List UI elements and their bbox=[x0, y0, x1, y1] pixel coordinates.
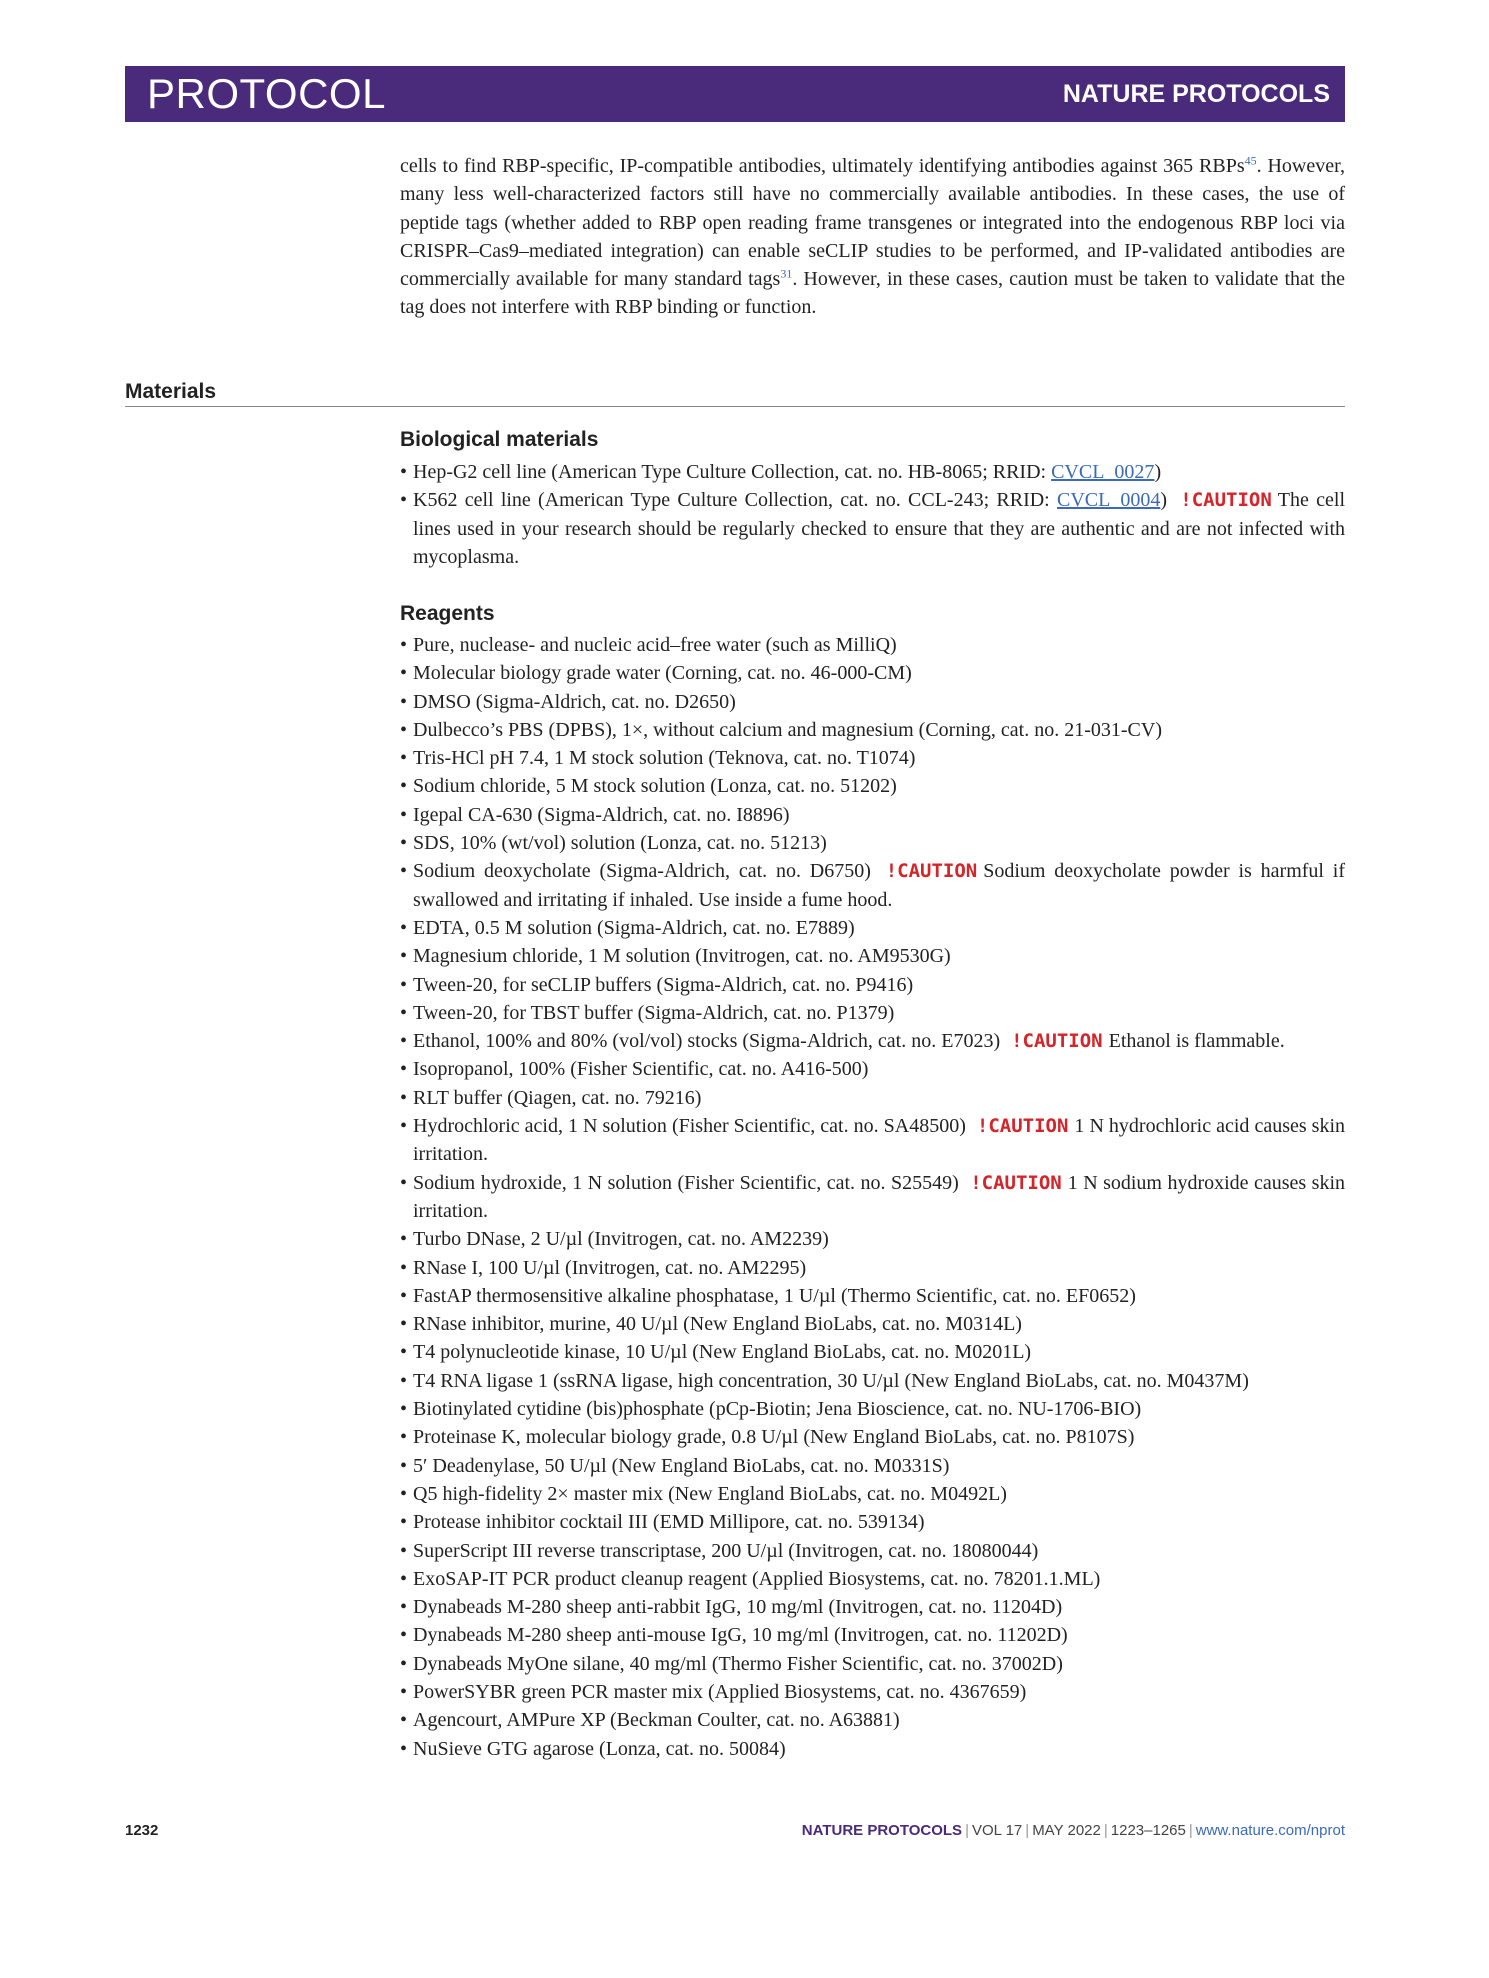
list-item: • PowerSYBR green PCR master mix (Applied Biosystems, cat. no. 4367659) bbox=[400, 1680, 1027, 1703]
list-item: • RLT buffer (Qiagen, cat. no. 79216) bbox=[400, 1086, 702, 1109]
list-item: • Biotinylated cytidine (bis)phosphate (pCp-Biotin; Jena Bioscience, cat. no. NU-1706-BIO) bbox=[400, 1398, 1142, 1421]
biological-materials-list bbox=[400, 458, 1345, 571]
list-item: • SuperScript III reverse transcriptase, 200 U/µl (Invitrogen, cat. no. 18080044) bbox=[400, 1539, 1039, 1562]
list-item: • SDS, 10% (wt/vol) solution (Lonza, cat. no. 51213) bbox=[400, 832, 827, 855]
list-item: • Hep-G2 cell line (American Type Culture Collection, cat. no. HB-8065; RRID: CVCL_0027) bbox=[400, 461, 1162, 483]
caution-label: !CAUTION bbox=[1180, 489, 1272, 512]
citation-45[interactable]: 45 bbox=[1244, 153, 1257, 168]
caution-label: !CAUTION bbox=[885, 860, 978, 883]
caution-label: !CAUTION bbox=[976, 1115, 1069, 1138]
section-title: Materials bbox=[125, 380, 217, 403]
caution-label: !CAUTION bbox=[1011, 1030, 1103, 1053]
header-banner bbox=[125, 66, 1345, 122]
footer-volume: VOL 17 bbox=[971, 1822, 1023, 1839]
list-item: • Protease inhibitor cocktail III (EMD Millipore, cat. no. 539134) bbox=[400, 1511, 925, 1534]
list-item: • Turbo DNase, 2 U/µl (Invitrogen, cat. no. AM2239) bbox=[400, 1228, 829, 1251]
intro-paragraph bbox=[400, 152, 1345, 322]
list-item: • Q5 high-fidelity 2× master mix (New England BioLabs, cat. no. M0492L) bbox=[400, 1482, 1007, 1505]
list-item: • Hydrochloric acid, 1 N solution (Fisher Scientific, cat. no. SA48500) !CAUTION 1 N hydrochloric acid causes skin irritation. bbox=[400, 1115, 1346, 1166]
reagents-heading: Reagents bbox=[400, 602, 495, 625]
reagents-list bbox=[400, 631, 1345, 1763]
list-item: • EDTA, 0.5 M solution (Sigma-Aldrich, cat. no. E7889) bbox=[400, 916, 855, 939]
footer-date: MAY 2022 bbox=[1032, 1822, 1101, 1839]
list-item: • Tween-20, for seCLIP buffers (Sigma-Aldrich, cat. no. P9416) bbox=[400, 973, 914, 996]
list-item: • Igepal CA-630 (Sigma-Aldrich, cat. no. I8896) bbox=[400, 803, 790, 826]
intro-text-1: cells to find RBP-specific, IP-compatible antibodies, ultimately identifying antibodies against 365 RBPs bbox=[400, 155, 1245, 177]
citation-31[interactable]: 31 bbox=[780, 266, 793, 281]
list-item: • FastAP thermosensitive alkaline phosphatase, 1 U/µl (Thermo Scientific, cat. no. EF0652) bbox=[400, 1284, 1136, 1307]
journal-label: NATURE PROTOCOLS bbox=[1062, 80, 1330, 108]
protocol-label: PROTOCOL bbox=[147, 70, 386, 117]
page-number: 1232 bbox=[125, 1822, 159, 1839]
list-item: • K562 cell line (American Type Culture Collection, cat. no. CCL-243; RRID: CVCL_0004) !CAUTION The cell lines used in your research should be regularly checked to ensure that they are authentic and are not infected with mycoplasma. bbox=[400, 489, 1346, 568]
intro-text-2: . However, many less well-characterized factors still have no commercially available antibodies. In these cases, the use of peptide tags (whether added to RBP open reading frame transgenes or integrated into the endogenous RBP loci via CRISPR–Cas9–mediated integration) can enable seCLIP studies to be performed, and IP-validated antibodies are commercially available for many standard tags bbox=[400, 155, 1345, 291]
list-item: • Sodium hydroxide, 1 N solution (Fisher Scientific, cat. no. S25549) !CAUTION 1 N sodium hydroxide causes skin irritation. bbox=[400, 1171, 1345, 1222]
list-item: • T4 polynucleotide kinase, 10 U/µl (New England BioLabs, cat. no. M0201L) bbox=[400, 1341, 1032, 1364]
list-item: • Molecular biology grade water (Corning, cat. no. 46-000-CM) bbox=[400, 662, 912, 685]
footer-citation: NATURE PROTOCOLS | VOL 17 | MAY 2022 | 1223–1265 | www.nature.com/nprot bbox=[801, 1822, 1345, 1839]
list-item: • Agencourt, AMPure XP (Beckman Coulter, cat. no. A63881) bbox=[400, 1709, 900, 1732]
footer-journal: NATURE PROTOCOLS bbox=[801, 1822, 963, 1839]
list-item: • NuSieve GTG agarose (Lonza, cat. no. 50084) bbox=[400, 1737, 786, 1760]
list-item: • ExoSAP-IT PCR product cleanup reagent (Applied Biosystems, cat. no. 78201.1.ML) bbox=[400, 1567, 1101, 1590]
list-item: • DMSO (Sigma-Aldrich, cat. no. D2650) bbox=[400, 690, 736, 713]
list-item: • Dynabeads M-280 sheep anti-mouse IgG, 10 mg/ml (Invitrogen, cat. no. 11202D) bbox=[400, 1624, 1068, 1647]
list-item: • Sodium deoxycholate (Sigma-Aldrich, cat. no. D6750) !CAUTION Sodium deoxycholate powder is harmful if swallowed and irritating if inhaled. Use inside a fume hood. bbox=[400, 860, 1345, 911]
list-item: • Isopropanol, 100% (Fisher Scientific, cat. no. A416-500) bbox=[400, 1058, 869, 1081]
list-item: • Tris-HCl pH 7.4, 1 M stock solution (Teknova, cat. no. T1074) bbox=[400, 747, 916, 770]
list-item: • Sodium chloride, 5 M stock solution (Lonza, cat. no. 51202) bbox=[400, 775, 897, 798]
list-item: • Ethanol, 100% and 80% (vol/vol) stocks (Sigma-Aldrich, cat. no. E7023) !CAUTION Ethanol is flammable. bbox=[400, 1030, 1285, 1053]
materials-section-heading bbox=[125, 378, 1345, 407]
list-item: • RNase inhibitor, murine, 40 U/µl (New England BioLabs, cat. no. M0314L) bbox=[400, 1313, 1022, 1336]
list-item: • Pure, nuclease- and nucleic acid–free water (such as MilliQ) bbox=[400, 634, 897, 656]
list-item: • Dynabeads MyOne silane, 40 mg/ml (Thermo Fisher Scientific, cat. no. 37002D) bbox=[400, 1652, 1063, 1675]
rrid-link[interactable]: CVCL_0027 bbox=[1051, 461, 1155, 483]
list-item: • Proteinase K, molecular biology grade, 0.8 U/µl (New England BioLabs, cat. no. P8107S) bbox=[400, 1426, 1135, 1449]
footer-pages: 1223–1265 bbox=[1110, 1822, 1186, 1839]
list-item: • T4 RNA ligase 1 (ssRNA ligase, high concentration, 30 U/µl (New England BioLabs, cat. no. M0437M) bbox=[400, 1369, 1249, 1392]
list-item: • 5′ Deadenylase, 50 U/µl (New England BioLabs, cat. no. M0331S) bbox=[400, 1454, 950, 1477]
list-item: • Dulbecco’s PBS (DPBS), 1×, without calcium and magnesium (Corning, cat. no. 21-031-CV) bbox=[400, 718, 1162, 741]
footer-url[interactable]: www.nature.com/nprot bbox=[1195, 1822, 1345, 1839]
rrid-link[interactable]: CVCL_0004 bbox=[1057, 489, 1161, 512]
list-item: • Tween-20, for TBST buffer (Sigma-Aldrich, cat. no. P1379) bbox=[400, 1001, 895, 1024]
list-item: • Magnesium chloride, 1 M solution (Invitrogen, cat. no. AM9530G) bbox=[400, 945, 951, 968]
intro-text-3: . However, in these cases, caution must be taken to validate that the tag does not interfere with RBP binding or function. bbox=[400, 268, 1345, 319]
biological-materials-heading: Biological materials bbox=[400, 428, 599, 451]
list-item: • Dynabeads M-280 sheep anti-rabbit IgG, 10 mg/ml (Invitrogen, cat. no. 11204D) bbox=[400, 1596, 1063, 1619]
caution-label: !CAUTION bbox=[970, 1171, 1062, 1194]
list-item: • RNase I, 100 U/µl (Invitrogen, cat. no. AM2295) bbox=[400, 1256, 807, 1279]
